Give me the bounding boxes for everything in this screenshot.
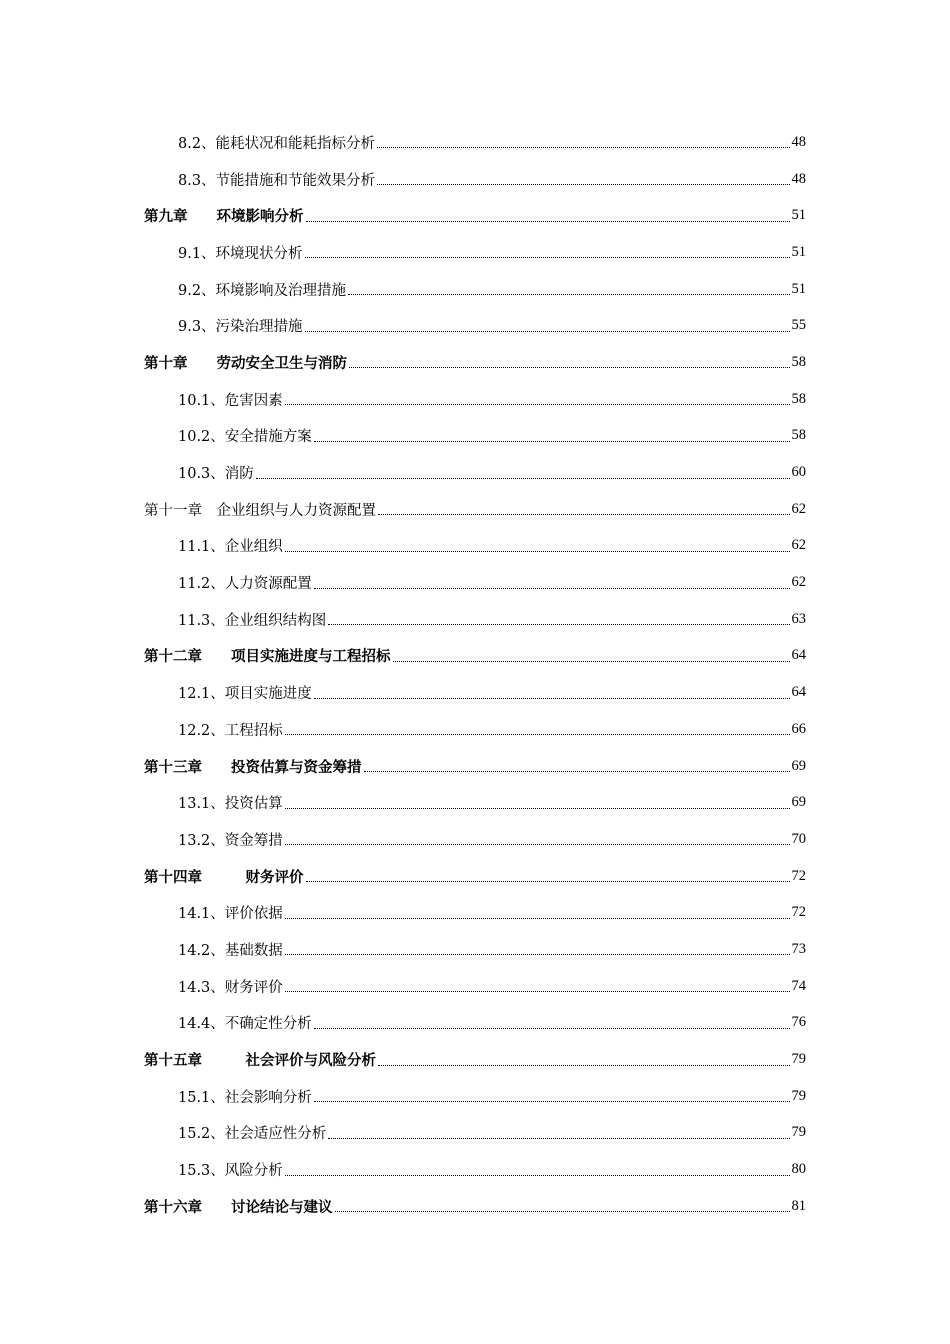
dot-leader: [285, 807, 790, 809]
toc-entry-title: 第十五章 社会评价与风险分析: [144, 1053, 376, 1070]
toc-entry-title: 15.3、风险分析: [178, 1163, 283, 1180]
dot-leader: [285, 550, 790, 552]
toc-chapter-entry[interactable]: [144, 638, 806, 675]
dot-leader: [305, 330, 790, 332]
dot-leader: [285, 733, 790, 735]
toc-section-entry[interactable]: [144, 821, 806, 858]
toc-section-entry[interactable]: [144, 454, 806, 491]
toc-entry-title: 15.1、社会影响分析: [178, 1089, 312, 1106]
toc-chapter-entry[interactable]: [144, 197, 806, 234]
toc-entry-page-number: 81: [791, 1197, 806, 1214]
toc-section-entry[interactable]: [144, 418, 806, 455]
toc-entry-title: 9.3、污染治理措施: [178, 319, 303, 336]
toc-entry-page-number: 62: [791, 574, 806, 591]
dot-leader: [314, 587, 790, 589]
toc-section-entry[interactable]: [144, 601, 806, 638]
toc-entry-page-number: 48: [791, 133, 806, 150]
dot-leader: [328, 623, 789, 625]
toc-entry-page-number: 62: [791, 500, 806, 517]
toc-entry-title: 11.1、企业组织: [178, 539, 283, 556]
dot-leader: [314, 440, 790, 442]
toc-entry-page-number: 79: [791, 1087, 806, 1104]
toc-entry-title: 第十一章 企业组织与人力资源配置: [144, 502, 376, 519]
dot-leader: [314, 697, 790, 699]
toc-section-entry[interactable]: [144, 528, 806, 565]
toc-chapter-entry[interactable]: [144, 748, 806, 785]
table-of-contents: [144, 124, 806, 1225]
dot-leader: [314, 1100, 790, 1102]
toc-entry-page-number: 76: [791, 1014, 806, 1031]
toc-entry-title: 14.3、财务评价: [178, 979, 283, 996]
toc-entry-page-number: 55: [791, 317, 806, 334]
toc-section-entry[interactable]: [144, 564, 806, 601]
toc-section-entry[interactable]: [144, 1078, 806, 1115]
toc-entry-page-number: 64: [791, 684, 806, 701]
dot-leader: [285, 917, 790, 919]
toc-section-entry[interactable]: [144, 931, 806, 968]
toc-entry-title: 10.2、安全措施方案: [178, 429, 312, 446]
dot-leader: [285, 1174, 790, 1176]
dot-leader: [378, 513, 790, 515]
toc-entry-page-number: 72: [791, 904, 806, 921]
toc-section-entry[interactable]: [144, 894, 806, 931]
toc-entry-title: 14.1、评价依据: [178, 906, 283, 923]
toc-section-entry[interactable]: [144, 1115, 806, 1152]
toc-entry-title: 第十六章 讨论结论与建议: [144, 1199, 333, 1216]
toc-entry-page-number: 60: [791, 464, 806, 481]
dot-leader: [378, 1064, 790, 1066]
toc-entry-title: 9.1、环境现状分析: [178, 245, 303, 262]
dot-leader: [256, 477, 790, 479]
toc-entry-page-number: 51: [791, 280, 806, 297]
toc-entry-title: 第九章 环境影响分析: [144, 209, 304, 226]
toc-chapter-entry[interactable]: [144, 1188, 806, 1225]
toc-entry-page-number: 79: [791, 1051, 806, 1068]
toc-entry-page-number: 69: [791, 794, 806, 811]
toc-chapter-entry[interactable]: [144, 858, 806, 895]
toc-section-entry[interactable]: [144, 968, 806, 1005]
toc-entry-title: 13.2、资金筹措: [178, 832, 283, 849]
toc-section-entry[interactable]: [144, 674, 806, 711]
dot-leader: [285, 843, 790, 845]
toc-entry-page-number: 62: [791, 537, 806, 554]
dot-leader: [305, 256, 790, 258]
dot-leader: [364, 770, 790, 772]
toc-entry-page-number: 74: [791, 977, 806, 994]
toc-chapter-entry[interactable]: [144, 491, 806, 528]
toc-entry-title: 14.4、不确定性分析: [178, 1016, 312, 1033]
dot-leader: [314, 1027, 790, 1029]
dot-leader: [335, 1210, 790, 1212]
toc-entry-title: 第十章 劳动安全卫生与消防: [144, 355, 347, 372]
toc-chapter-entry[interactable]: [144, 344, 806, 381]
toc-entry-page-number: 73: [791, 940, 806, 957]
toc-entry-title: 9.2、环境影响及治理措施: [178, 282, 347, 299]
toc-entry-page-number: 66: [791, 720, 806, 737]
toc-section-entry[interactable]: [144, 784, 806, 821]
toc-entry-page-number: 58: [791, 353, 806, 370]
toc-section-entry[interactable]: [144, 1005, 806, 1042]
toc-entry-page-number: 51: [791, 243, 806, 260]
toc-section-entry[interactable]: [144, 234, 806, 271]
toc-section-entry[interactable]: [144, 711, 806, 748]
toc-entry-title: 10.1、危害因素: [178, 392, 283, 409]
toc-section-entry[interactable]: [144, 271, 806, 308]
toc-entry-title: 11.2、人力资源配置: [178, 576, 312, 593]
dot-leader: [306, 220, 790, 222]
toc-section-entry[interactable]: [144, 124, 806, 161]
toc-entry-title: 8.2、能耗状况和能耗指标分析: [178, 135, 376, 152]
toc-entry-page-number: 51: [791, 207, 806, 224]
dot-leader: [377, 146, 789, 148]
dot-leader: [348, 293, 789, 295]
toc-entry-page-number: 70: [791, 830, 806, 847]
toc-entry-title: 第十三章 投资估算与资金筹措: [144, 759, 362, 776]
dot-leader: [285, 403, 790, 405]
toc-entry-page-number: 80: [791, 1161, 806, 1178]
toc-entry-page-number: 69: [791, 757, 806, 774]
toc-entry-title: 第十二章 项目实施进度与工程招标: [144, 649, 391, 666]
toc-entry-page-number: 58: [791, 427, 806, 444]
dot-leader: [306, 880, 790, 882]
toc-entry-title: 10.3、消防: [178, 466, 254, 483]
toc-entry-page-number: 79: [791, 1124, 806, 1141]
dot-leader: [328, 1137, 789, 1139]
toc-entry-title: 12.1、项目实施进度: [178, 686, 312, 703]
toc-section-entry[interactable]: [144, 307, 806, 344]
dot-leader: [285, 953, 790, 955]
toc-section-entry[interactable]: [144, 1151, 806, 1188]
toc-entry-title: 14.2、基础数据: [178, 942, 283, 959]
toc-section-entry[interactable]: [144, 161, 806, 198]
toc-entry-title: 8.3、节能措施和节能效果分析: [178, 172, 376, 189]
toc-entry-title: 第十四章 财务评价: [144, 869, 304, 886]
toc-entry-page-number: 72: [791, 867, 806, 884]
dot-leader: [393, 660, 790, 662]
toc-entry-page-number: 63: [791, 610, 806, 627]
toc-section-entry[interactable]: [144, 381, 806, 418]
toc-entry-page-number: 58: [791, 390, 806, 407]
toc-entry-title: 11.3、企业组织结构图: [178, 612, 327, 629]
toc-entry-title: 15.2、社会适应性分析: [178, 1126, 327, 1143]
toc-chapter-entry[interactable]: [144, 1041, 806, 1078]
toc-entry-title: 12.2、工程招标: [178, 722, 283, 739]
dot-leader: [377, 183, 789, 185]
dot-leader: [285, 990, 790, 992]
dot-leader: [349, 366, 790, 368]
toc-entry-page-number: 64: [791, 647, 806, 664]
toc-entry-title: 13.1、投资估算: [178, 796, 283, 813]
toc-entry-page-number: 48: [791, 170, 806, 187]
